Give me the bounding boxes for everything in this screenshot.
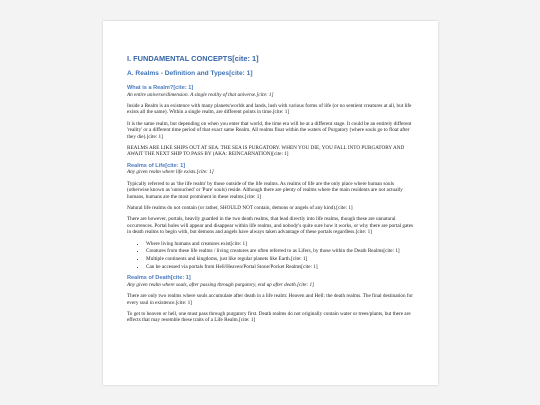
what-is-realm-title: What is a Realm?[cite: 1] [127, 85, 194, 91]
realms-of-death-paragraph-2: To get to heaven or hell, one must pass through purgatory first. Death realms do not originally contain water or trees/plants, but there are effects that may resemble these traits of a Life Realm.[cite: 1] [127, 311, 411, 324]
realms-of-life-title: Realms of Life[cite: 1] [127, 162, 186, 169]
realms-of-life-subtitle: Any given realm where life exists.[cite: 1] [127, 169, 214, 176]
realms-of-death-paragraph-1: There are only two realms where souls accumulate after death in a life realm: Heaven and Hell: the death realms. The final destination for every soul in existence.[cite: 1] [127, 293, 413, 306]
bullet-item: • Can be accessed via portals from Hell/Heaven/Portal Stone/Pocket Realms[cite: 1] [146, 264, 416, 270]
document-heading: I. FUNDAMENTAL CONCEPTS[cite: 1] [127, 54, 259, 63]
bullet-item: • Creatures from these life realms / living creatures are often referred to as Lifers, by those within the Death Realms[cite: 1] [146, 248, 416, 254]
realms-of-death-subtitle: Any given realm where souls, after passing through purgatory, end up after death.[cite: 1] [127, 281, 315, 288]
realms-of-life-paragraph-3: There are however, portals, heavily guarded in the two death realms, that lead directly into life realms, though these are unnatural occurrences. Portal holes will appear and disappear within life realms, and nobody's quite sure how it works, or why there are portal gates in death realms to begin with, but demons and angels have always taken advantage of these portals regardless.[cite: 1] [127, 216, 414, 236]
what-is-realm-subtitle: An entire universe/dimension. A single reality of that universe.[cite: 1] [127, 91, 274, 98]
what-is-realm-paragraph-2: It is the same realm, but depending on when you enter that world, the time era will be at a different stage. It could be an entirely different 'reality' or a different time period of that exact same Realm. All realms float within the waters of Purgatory (where souls go to float after they die).[cite: 1] [127, 120, 412, 140]
realms-of-life-bullet-list [127, 241, 416, 271]
document-page [103, 21, 438, 385]
realms-of-life-paragraph-2: Natural life realms do not contain (or rather, SHOULD NOT contain, demons or angels of any kind).[cite: 1] [127, 205, 353, 212]
realms-of-death-title: Realms of Death[cite: 1] [127, 275, 191, 282]
section-a-title: A. Realms - Definition and Types[cite: 1] [127, 70, 253, 77]
bullet-item: • Where living humans and creatures exist[cite: 1] [146, 241, 416, 247]
realms-of-life-paragraph-1: Typically referred to as 'the life realm' by those outside of the life realms. As realms of life are the only place where human souls (otherwise known as 'untouched' or 'Pure' souls) reside. Although there are plenty of realms where the main residents are not actually humans, humans are the most prominent in these realms.[cite: 1] [127, 180, 403, 200]
what-is-realm-paragraph-1: Inside a Realm is an existence with many planets/worlds and lands, lush with various forms of life (or no sentient creatures at all, but life exists all the same). Within a single realm, are different points in time.[cite: 1] [127, 103, 412, 116]
bullet-item: • Multiple continents and kingdoms, just like regular planets like Earth.[cite: 1] [146, 256, 416, 262]
what-is-realm-paragraph-3: REALMS ARE LIKE SHIPS OUT AT SEA. THE SEA IS PURGATORY. WHEN YOU DIE, YOU FALL INTO PURGATORY AND AWAIT THE NEXT SHIP TO PASS BY (AKA: REINCARNATION)[cite: 1] [127, 145, 405, 158]
